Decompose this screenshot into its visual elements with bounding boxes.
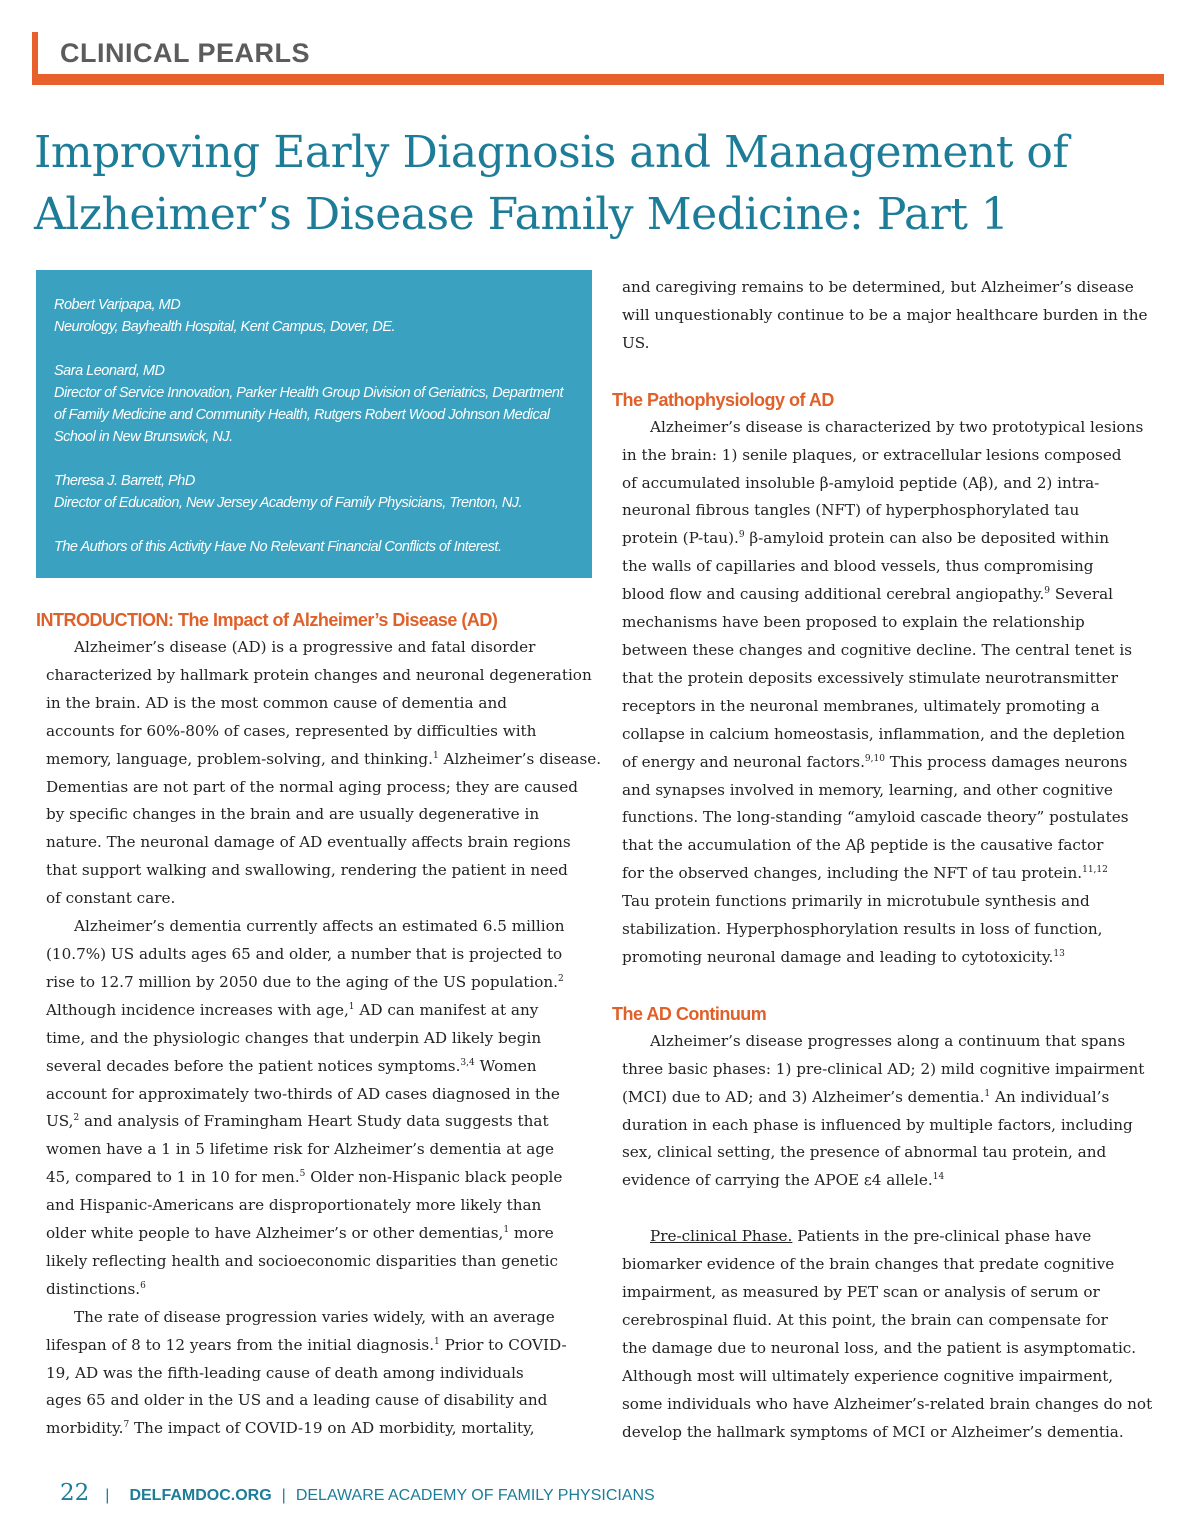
paragraph: [622, 414, 1154, 972]
text-line: Although incidence increases with age,$^1$ AD can manifest at any: [46, 1000, 539, 1019]
pathophysiology-heading: The Pathophysiology of AD: [612, 389, 834, 410]
page-number: 22: [60, 1480, 90, 1506]
text-line: and caregiving remains to be determined, but Alzheimer’s disease: [622, 278, 1134, 296]
text-line: women have a 1 in 5 lifetime risk for Alzheimer’s dementia at age: [46, 1140, 555, 1159]
text-line: (10.7%) US adults ages 65 and older, a number that is projected to: [46, 944, 563, 963]
text-line: of accumulated insoluble β-amyloid peptide (Aβ), and 2) intra-: [622, 473, 1100, 492]
text-line: Although most will ultimately experience cognitive impairment,: [622, 1366, 1114, 1385]
section-label: CLINICAL PEARLS: [60, 38, 311, 68]
title-line: Improving Early Diagnosis and Management of: [34, 127, 1069, 178]
text-line: Alzheimer’s dementia currently affects an estimated 6.5 million: [74, 917, 565, 936]
citation-marker: 1: [984, 1088, 991, 1099]
text-line: for the observed changes, including the NFT of tau protein.$^{11,12}$: [622, 864, 1108, 883]
citation-marker: 13: [1053, 948, 1065, 959]
footer-organization: DELAWARE ACADEMY OF FAMILY PHYSICIANS: [295, 1487, 655, 1504]
page-footer: [60, 1478, 655, 1508]
text-line: morbidity.$^7$ The impact of COVID-19 on AD morbidity, mortality,: [46, 1419, 535, 1438]
disclosure-text: The Authors of this Activity Have No Relevant Financial Conflicts of Interest.: [54, 539, 502, 555]
text-line: neuronal fibrous tangles (NFT) of hyperphosphorylated tau: [622, 501, 1080, 520]
author-name: Theresa J. Barrett, PhD: [54, 473, 195, 489]
text-line: Dementias are not part of the normal aging process; they are caused: [46, 777, 578, 796]
text-line: blood flow and causing additional cerebral angiopathy.$^9$ Several: [622, 585, 1113, 604]
text-line: Alzheimer’s disease (AD) is a progressive and fatal disorder: [74, 638, 536, 656]
paragraph: [622, 1028, 1154, 1195]
text-line: Alzheimer’s disease progresses along a continuum that spans: [650, 1031, 1126, 1050]
spacer: [622, 1195, 1154, 1223]
text-line: will unquestionably continue to be a major healthcare burden in the: [622, 305, 1148, 324]
text-line: 45, compared to 1 in 10 for men.$^5$ Older non-Hispanic black people: [46, 1168, 563, 1187]
text-line: by specific changes in the brain and are usually degenerative in: [46, 805, 540, 824]
text-line: that the protein deposits excessively stimulate neurotransmitter: [622, 668, 1118, 687]
author-affiliation: Neurology, Bayhealth Hospital, Kent Campus, Dover, DE.: [54, 319, 396, 335]
author-entry: [54, 470, 574, 514]
text-line: some individuals who have Alzheimer’s-related brain changes do not: [622, 1394, 1153, 1413]
text-line: ages 65 and older in the US and a leading cause of disability and: [46, 1391, 548, 1410]
text-line: 19, AD was the fifth-leading cause of death among individuals: [46, 1363, 524, 1382]
text-line: duration in each phase is influenced by multiple factors, including: [622, 1115, 1133, 1134]
text-line: mechanisms have been proposed to explain the relationship: [622, 613, 1085, 632]
citation-marker: 9,10: [864, 753, 885, 764]
section-marker: [32, 32, 38, 74]
author-affiliation: Director of Service Innovation, Parker Health Group Division of Geriatrics, Department: [54, 385, 564, 401]
text-line: protein (P-tau).$^9$ β-amyloid protein can also be deposited within: [622, 529, 1110, 548]
text-line: biomarker evidence of the brain changes that predate cognitive: [622, 1255, 1115, 1274]
text-line: the walls of capillaries and blood vessels, thus compromising: [622, 557, 1094, 576]
text-line: lifespan of 8 to 12 years from the initial diagnosis.$^1$ Prior to COVID-: [46, 1335, 567, 1354]
text-line: stabilization. Hyperphosphorylation results in loss of function,: [622, 920, 1103, 939]
text-line: (MCI) due to AD; and 3) Alzheimer’s dementia.$^1$ An individual’s: [622, 1087, 1110, 1106]
text-line: the damage due to neuronal loss, and the patient is asymptomatic.: [622, 1338, 1137, 1357]
author-name: Sara Leonard, MD: [54, 363, 165, 379]
author-affiliation: of Family Medicine and Community Health, Rutgers Robert Wood Johnson Medical: [54, 407, 550, 423]
text-line: several decades before the patient notices symptoms.$^{3,4}$ Women: [46, 1056, 537, 1075]
author-entry: [54, 360, 574, 448]
paragraph: [46, 1304, 594, 1444]
text-line: in the brain: 1) senile plaques, or extracellular lesions composed: [622, 445, 1122, 464]
text-line: and Hispanic-Americans are disproportionately more likely than: [46, 1196, 542, 1215]
text-line: distinctions.$^6$: [46, 1279, 146, 1298]
spacer: [622, 358, 1154, 386]
citation-marker: 11,12: [1082, 865, 1108, 876]
footer-site-link[interactable]: DELFAMDOC.ORG: [129, 1487, 272, 1504]
text-line: account for approximately two-thirds of AD cases diagnosed in the: [46, 1084, 560, 1103]
text-line: collapse in calcium homeostasis, inflammation, and the depletion: [622, 724, 1125, 743]
citation-marker: 7: [123, 1420, 130, 1431]
left-column: [36, 606, 602, 1443]
continuum-heading: The AD Continuum: [612, 1003, 767, 1024]
intro-heading: INTRODUCTION: The Impact of Alzheimer’s Disease (AD): [36, 610, 498, 630]
text-line: functions. The long-standing “amyloid cascade theory” postulates: [622, 808, 1129, 827]
author-entry: [54, 294, 574, 338]
paragraph: [622, 1223, 1154, 1446]
author-affiliation: School in New Brunswick, NJ.: [54, 429, 233, 445]
text-line: between these changes and cognitive decline. The central tenet is: [622, 640, 1132, 659]
paragraph: [622, 274, 1154, 358]
citation-marker: 9: [1044, 586, 1051, 597]
author-box: [36, 270, 592, 578]
text-line: The rate of disease progression varies widely, with an average: [74, 1307, 555, 1326]
right-column: [612, 274, 1154, 1447]
text-line: Alzheimer’s disease is characterized by two prototypical lesions: [650, 417, 1144, 436]
citation-marker: 5: [299, 1169, 306, 1180]
text-line: impairment, as measured by PET scan or analysis of serum or: [622, 1283, 1100, 1302]
text-line: promoting neuronal damage and leading to cytotoxicity.$^{13}$: [622, 947, 1065, 966]
citation-marker: 1: [432, 750, 439, 761]
text-line: receptors in the neuronal membranes, ultimately promoting a: [622, 696, 1100, 715]
footer-separator: |: [281, 1487, 286, 1504]
text-line: cerebrospinal fluid. At this point, the brain can compensate for: [622, 1311, 1108, 1329]
text-line: memory, language, problem-solving, and thinking.$^1$ Alzheimer’s disease.: [46, 749, 602, 768]
citation-marker: 1: [503, 1225, 510, 1236]
footer-separator: |: [105, 1487, 110, 1504]
citation-marker: 3,4: [460, 1057, 475, 1068]
citation-marker: 2: [558, 973, 564, 984]
paragraph: [46, 634, 602, 913]
text-line: develop the hallmark symptoms of MCI or Alzheimer’s dementia.: [622, 1422, 1124, 1441]
author-name: Robert Varipapa, MD: [54, 297, 181, 313]
text-line: of constant care.: [46, 889, 176, 908]
disclosure-statement: [54, 536, 574, 558]
text-line: that support walking and swallowing, rendering the patient in need: [46, 861, 568, 880]
citation-marker: 2: [73, 1113, 80, 1124]
text-line: rise to 12.7 million by 2050 due to the aging of the US population.$^2$: [46, 972, 564, 991]
text-line: Tau protein functions primarily in microtubule synthesis and: [622, 892, 1090, 911]
text-line: older white people to have Alzheimer’s or other dementias,$^1$ more: [46, 1224, 554, 1243]
paragraph: [46, 913, 594, 1304]
text-line: likely reflecting health and socioeconomic disparities than genetic: [46, 1251, 559, 1270]
text-line: Pre-clinical Phase. Patients in the pre-clinical phase have: [650, 1227, 1092, 1246]
text-line: US,$^2$ and analysis of Framingham Heart Study data suggests that: [46, 1112, 549, 1131]
text-line: in the brain. AD is the most common cause of dementia and: [46, 693, 507, 712]
run-in-heading: Pre-clinical Phase.: [650, 1227, 793, 1246]
text-line: characterized by hallmark protein changes and neuronal degeneration: [46, 665, 592, 684]
spacer: [622, 972, 1154, 1000]
text-line: nature. The neuronal damage of AD eventually affects brain regions: [46, 833, 571, 852]
citation-marker: 1: [348, 1001, 355, 1012]
citation-marker: 14: [932, 1172, 945, 1183]
text-line: that the accumulation of the Aβ peptide is the causative factor: [622, 836, 1104, 855]
article-title: [34, 122, 1164, 246]
citation-marker: 6: [140, 1280, 146, 1291]
citation-marker: 1: [434, 1336, 440, 1347]
text-line: of energy and neuronal factors.$^{9,10}$ This process damages neurons: [622, 752, 1128, 771]
text-line: three basic phases: 1) pre-clinical AD; 2) mild cognitive impairment: [622, 1059, 1145, 1078]
text-line: and synapses involved in memory, learning, and other cognitive: [622, 780, 1113, 799]
text-line: sex, clinical setting, the presence of abnormal tau protein, and: [622, 1143, 1107, 1162]
text-line: accounts for 60%-80% of cases, represented by difficulties with: [46, 721, 537, 740]
citation-marker: 9: [738, 530, 745, 541]
text-line: time, and the physiologic changes that underpin AD likely begin: [46, 1028, 542, 1047]
author-affiliation: Director of Education, New Jersey Academy of Family Physicians, Trenton, NJ.: [54, 495, 523, 511]
text-line: evidence of carrying the APOE ε4 allele.$^{14}$: [622, 1171, 945, 1190]
title-line: Alzheimer’s Disease Family Medicine: Part 1: [34, 189, 1009, 240]
header-rule: [32, 74, 1164, 85]
text-line: US.: [622, 333, 650, 352]
